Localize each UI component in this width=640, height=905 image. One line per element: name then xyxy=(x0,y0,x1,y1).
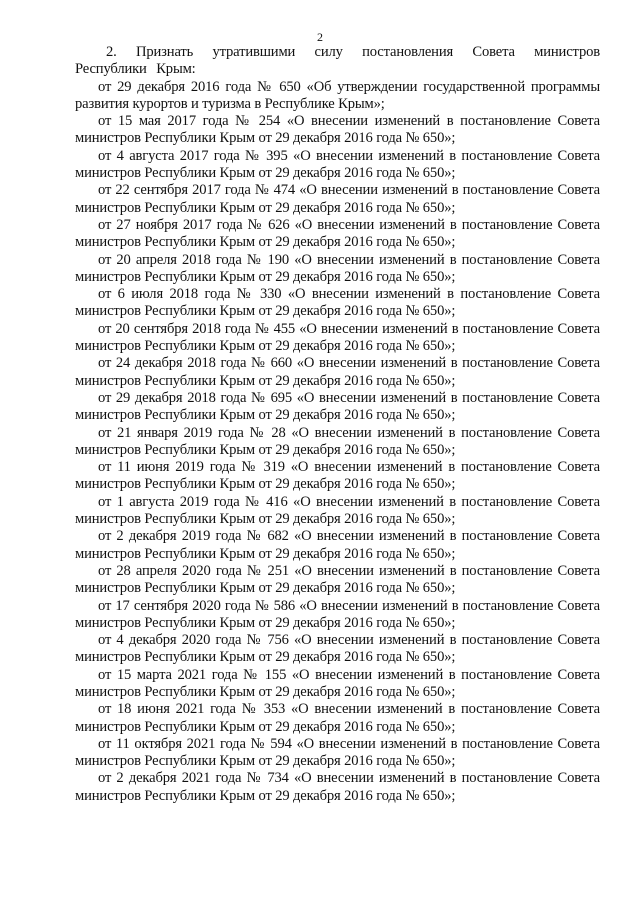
list-item: от 2 декабря 2019 года № 682 «О внесении изменений в постановление Совета министров Республики Крым от 29 декабря 2016 года № 650»; xyxy=(75,528,600,562)
list-item: от 4 августа 2017 года № 395 «О внесении изменений в постановление Совета министров Республики Крым от 29 декабря 2016 года № 650»; xyxy=(75,147,600,182)
page-number: 2 xyxy=(317,30,323,44)
document-body xyxy=(75,44,600,805)
list-item: от 4 декабря 2020 года № 756 «О внесении изменений в постановление Совета министров Республики Крым от 29 декабря 2016 года № 650»; xyxy=(75,632,600,666)
list-item: от 1 августа 2019 года № 416 «О внесении изменений в постановление Совета министров Республики Крым от 29 декабря 2016 года № 650»; xyxy=(75,493,600,528)
list-item: от 28 апреля 2020 года № 251 «О внесении изменений в постановление Совета министров Республики Крым от 29 декабря 2016 года № 650»; xyxy=(75,562,600,597)
list-item: от 15 марта 2021 года № 155 «О внесении изменений в постановление Совета министров Республики Крым от 29 декабря 2016 года № 650»; xyxy=(75,666,600,700)
list-item: от 29 декабря 2016 года № 650 «Об утверждении государственной программы развития курортов и туризма в Республике Крым»; xyxy=(75,78,600,112)
lead-paragraph: 2. Признать утратившими силу постановления Совета министров Республики Крым: xyxy=(75,44,600,78)
list-item: от 2 декабря 2021 года № 734 «О внесении изменений в постановление Совета министров Республики Крым от 29 декабря 2016 года № 650»; xyxy=(75,770,600,804)
list-item: от 11 октября 2021 года № 594 «О внесении изменений в постановление Совета министров Республики Крым от 29 декабря 2016 года № 650»; xyxy=(75,735,600,770)
list-item: от 11 июня 2019 года № 319 «О внесении изменений в постановление Совета министров Республики Крым от 29 декабря 2016 года № 650»; xyxy=(75,459,600,493)
list-item: от 18 июня 2021 года № 353 «О внесении изменений в постановление Совета министров Республики Крым от 29 декабря 2016 года № 650»; xyxy=(75,701,600,735)
list-item: от 21 января 2019 года № 28 «О внесении изменений в постановление Совета министров Республики Крым от 29 декабря 2016 года № 650»; xyxy=(75,424,600,458)
list-item: от 17 сентября 2020 года № 586 «О внесении изменений в постановление Совета министров Республики Крым от 29 декабря 2016 года № 650»; xyxy=(75,597,600,631)
list-item: от 27 ноября 2017 года № 626 «О внесении изменений в постановление Совета министров Республики Крым от 29 декабря 2016 года № 650»; xyxy=(75,216,600,251)
list-item: от 15 мая 2017 года № 254 «О внесении изменений в постановление Совета министров Республики Крым от 29 декабря 2016 года № 650»; xyxy=(75,113,600,147)
list-item: от 22 сентября 2017 года № 474 «О внесении изменений в постановление Совета министров Республики Крым от 29 декабря 2016 года № 650»; xyxy=(75,182,600,216)
list-item: от 20 апреля 2018 года № 190 «О внесении изменений в постановление Совета министров Республики Крым от 29 декабря 2016 года № 650»; xyxy=(75,251,600,285)
list-item: от 20 сентября 2018 года № 455 «О внесении изменений в постановление Совета министров Республики Крым от 29 декабря 2016 года № 650»; xyxy=(75,320,600,355)
list-item: от 24 декабря 2018 года № 660 «О внесении изменений в постановление Совета министров Республики Крым от 29 декабря 2016 года № 650»; xyxy=(75,355,600,389)
list-item: от 29 декабря 2018 года № 695 «О внесении изменений в постановление Совета министров Республики Крым от 29 декабря 2016 года № 650»; xyxy=(75,389,600,424)
list-item: от 6 июля 2018 года № 330 «О внесении изменений в постановление Совета министров Республики Крым от 29 декабря 2016 года № 650»; xyxy=(75,286,600,320)
